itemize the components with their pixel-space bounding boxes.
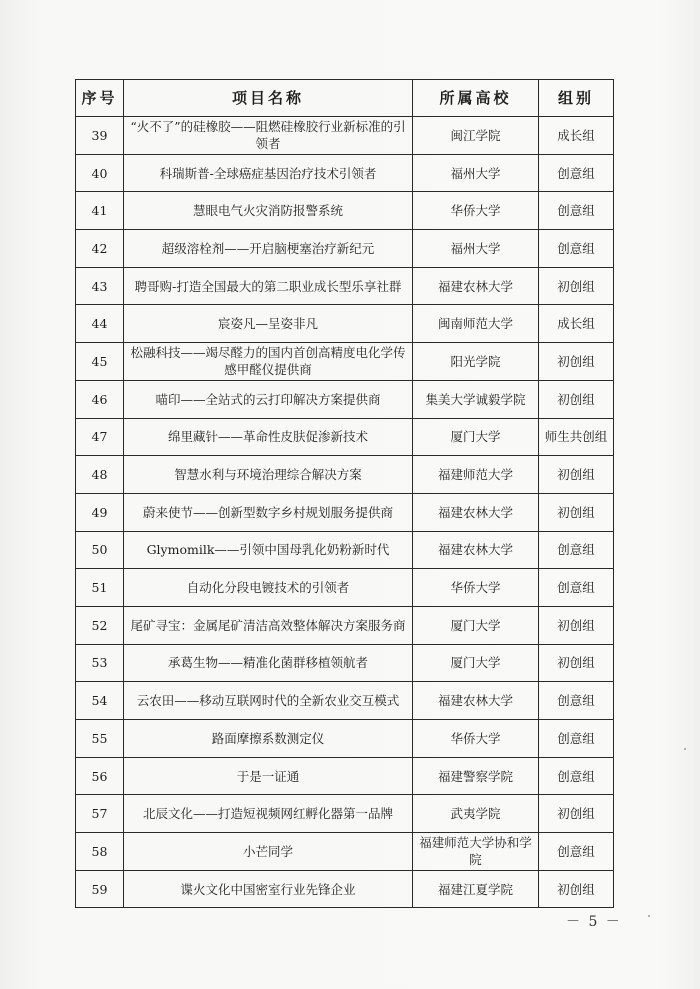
- university: 福建警察学院: [413, 757, 539, 795]
- project-table: [75, 79, 614, 908]
- project-name: 松融科技——竭尽醛力的国内首创高精度电化学传感甲醛仪提供商: [124, 343, 413, 381]
- table-row: [76, 569, 614, 607]
- row-number: 50: [76, 531, 124, 569]
- table-row: [76, 267, 614, 305]
- project-name: 聘哥购-打造全国最大的第二职业成长型乐享社群: [124, 267, 413, 305]
- group-category: 初创组: [539, 267, 614, 305]
- university: 阳光学院: [413, 343, 539, 381]
- header-number: 序号: [76, 80, 124, 117]
- row-number: 54: [76, 682, 124, 720]
- row-number: 53: [76, 644, 124, 682]
- university: 集美大学诚毅学院: [413, 380, 539, 418]
- group-category: 创意组: [539, 154, 614, 192]
- table-row: [76, 456, 614, 494]
- group-category: 创意组: [539, 531, 614, 569]
- row-number: 57: [76, 795, 124, 833]
- project-name: 自动化分段电镀技术的引领者: [124, 569, 413, 607]
- row-number: 39: [76, 117, 124, 155]
- row-number: 59: [76, 870, 124, 908]
- group-category: 成长组: [539, 305, 614, 343]
- row-number: 58: [76, 833, 124, 871]
- group-category: 初创组: [539, 456, 614, 494]
- university: 福建农林大学: [413, 267, 539, 305]
- table-row: [76, 682, 614, 720]
- project-name: 慧眼电气火灾消防报警系统: [124, 192, 413, 230]
- project-name: 谍火文化中国密室行业先锋企业: [124, 870, 413, 908]
- table-row: [76, 230, 614, 268]
- table-row: [76, 343, 614, 381]
- group-category: 创意组: [539, 230, 614, 268]
- row-number: 46: [76, 380, 124, 418]
- project-name: 北辰文化——打造短视频网红孵化器第一品牌: [124, 795, 413, 833]
- project-name: 蔚来使节——创新型数字乡村规划服务提供商: [124, 493, 413, 531]
- table-row: [76, 154, 614, 192]
- table-row: [76, 531, 614, 569]
- table-row: [76, 757, 614, 795]
- group-category: 初创组: [539, 644, 614, 682]
- row-number: 43: [76, 267, 124, 305]
- project-name: 尾矿寻宝：金属尾矿清洁高效整体解决方案服务商: [124, 606, 413, 644]
- project-name: 智慧水利与环境治理综合解决方案: [124, 456, 413, 494]
- row-number: 47: [76, 418, 124, 456]
- scan-speck: [648, 915, 650, 917]
- university: 福建农林大学: [413, 682, 539, 720]
- group-category: 师生共创组: [539, 418, 614, 456]
- table-row: [76, 606, 614, 644]
- project-name: 绵里藏针——革命性皮肤促渗新技术: [124, 418, 413, 456]
- university: 厦门大学: [413, 644, 539, 682]
- university: 闽江学院: [413, 117, 539, 155]
- project-name: Glymomilk——引领中国母乳化奶粉新时代: [124, 531, 413, 569]
- group-category: 初创组: [539, 606, 614, 644]
- university: 闽南师范大学: [413, 305, 539, 343]
- group-category: 初创组: [539, 343, 614, 381]
- group-category: 创意组: [539, 192, 614, 230]
- row-number: 48: [76, 456, 124, 494]
- group-category: 初创组: [539, 380, 614, 418]
- project-name: 超级溶栓剂——开启脑梗塞治疗新纪元: [124, 230, 413, 268]
- group-category: 创意组: [539, 720, 614, 758]
- row-number: 42: [76, 230, 124, 268]
- project-name: 承葛生物——精准化菌群移植领航者: [124, 644, 413, 682]
- university: 福建师范大学: [413, 456, 539, 494]
- row-number: 55: [76, 720, 124, 758]
- table-row: [76, 795, 614, 833]
- university: 华侨大学: [413, 569, 539, 607]
- table-row: [76, 117, 614, 155]
- header-university: 所属高校: [413, 80, 539, 117]
- university: 福建农林大学: [413, 493, 539, 531]
- project-name: 路面摩擦系数测定仪: [124, 720, 413, 758]
- table-body: [76, 117, 614, 908]
- group-category: 初创组: [539, 870, 614, 908]
- project-name: 于是一证通: [124, 757, 413, 795]
- project-name: 喵印——全站式的云打印解决方案提供商: [124, 380, 413, 418]
- row-number: 45: [76, 343, 124, 381]
- university: 厦门大学: [413, 418, 539, 456]
- university: 福州大学: [413, 154, 539, 192]
- university: 厦门大学: [413, 606, 539, 644]
- table-header-row: [76, 80, 614, 117]
- header-group: 组别: [539, 80, 614, 117]
- university: 华侨大学: [413, 192, 539, 230]
- university: 福建师范大学协和学院: [413, 833, 539, 871]
- row-number: 52: [76, 606, 124, 644]
- university: 福建江夏学院: [413, 870, 539, 908]
- group-category: 创意组: [539, 569, 614, 607]
- table-row: [76, 418, 614, 456]
- table-row: [76, 305, 614, 343]
- group-category: 创意组: [539, 833, 614, 871]
- group-category: 成长组: [539, 117, 614, 155]
- group-category: 初创组: [539, 795, 614, 833]
- row-number: 49: [76, 493, 124, 531]
- table-row: [76, 192, 614, 230]
- table-row: [76, 493, 614, 531]
- row-number: 56: [76, 757, 124, 795]
- project-name: 小芒同学: [124, 833, 413, 871]
- row-number: 44: [76, 305, 124, 343]
- group-category: 初创组: [539, 493, 614, 531]
- row-number: 40: [76, 154, 124, 192]
- university: 福建农林大学: [413, 531, 539, 569]
- table-row: [76, 380, 614, 418]
- university: 华侨大学: [413, 720, 539, 758]
- row-number: 51: [76, 569, 124, 607]
- project-name: 科瑞斯普-全球癌症基因治疗技术引领者: [124, 154, 413, 192]
- table-row: [76, 720, 614, 758]
- header-project-name: 项目名称: [124, 80, 413, 117]
- table-row: [76, 870, 614, 908]
- page-number: － 5 －: [566, 914, 622, 930]
- university: 武夷学院: [413, 795, 539, 833]
- group-category: 创意组: [539, 682, 614, 720]
- project-name: “火不了”的硅橡胶——阻燃硅橡胶行业新标准的引领者: [124, 117, 413, 155]
- scan-speck: [684, 748, 686, 750]
- table-row: [76, 644, 614, 682]
- table-row: [76, 833, 614, 871]
- project-name: 宸姿凡—呈姿非凡: [124, 305, 413, 343]
- university: 福州大学: [413, 230, 539, 268]
- project-name: 云农田——移动互联网时代的全新农业交互模式: [124, 682, 413, 720]
- group-category: 创意组: [539, 757, 614, 795]
- row-number: 41: [76, 192, 124, 230]
